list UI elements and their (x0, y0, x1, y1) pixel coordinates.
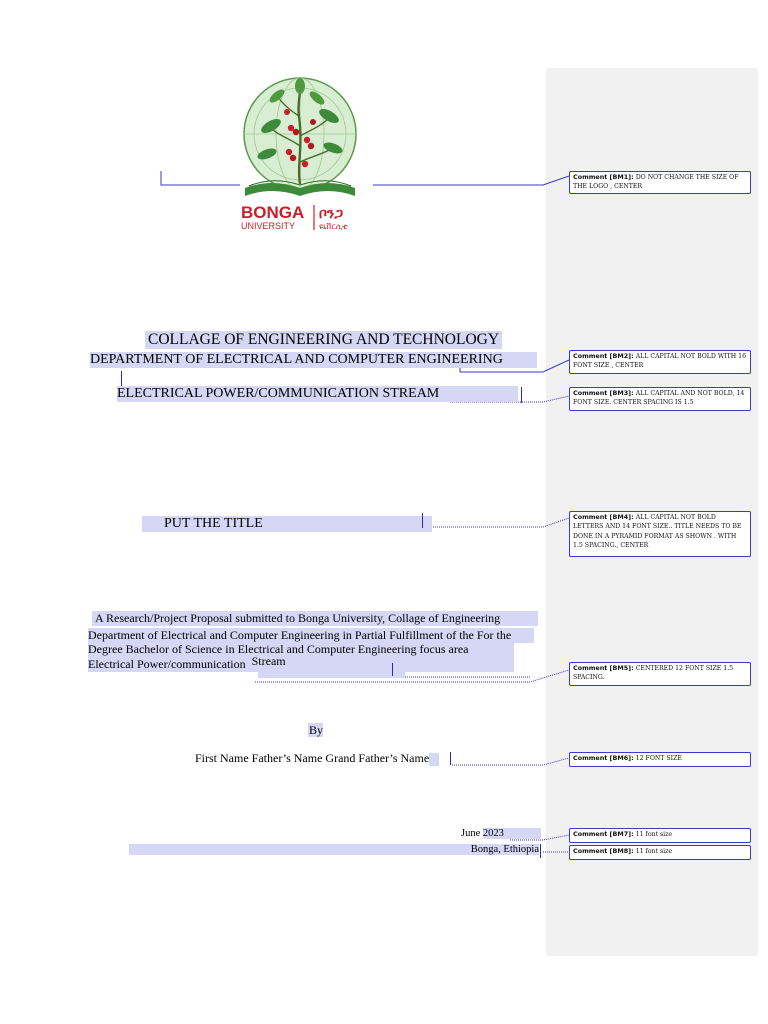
comment-bm8[interactable]: Comment [BM8]: 11 font size (569, 845, 751, 860)
thesis-title: PUT THE TITLE (142, 516, 432, 532)
highlight-block (258, 672, 405, 678)
text-cursor (450, 752, 451, 765)
text-cursor (422, 513, 423, 528)
comment-bm1[interactable]: Comment [BM1]: DO NOT CHANGE THE SIZE OF THE LOGO , CENTER (569, 171, 751, 194)
submission-place: Bonga, Ethiopia (129, 844, 539, 855)
proposal-line-4 (88, 654, 514, 672)
comment-bm5[interactable]: Comment [BM5]: CENTERED 12 FONT SIZE 1.5 SPACING. (569, 662, 751, 686)
proposal-line-2: Department of Electrical and Computer Engineering in Partial Fulfillment of the For the (88, 628, 534, 643)
author-names: First Name Father’s Name Grand Father’s Name (195, 751, 439, 766)
college-heading: COLLAGE OF ENGINEERING AND TECHNOLOGY (145, 331, 502, 349)
proposal-line-4-stream: Stream (251, 654, 286, 668)
university-logo (227, 76, 373, 234)
by-label: By (309, 723, 324, 737)
logo-university-name: BONGA (241, 203, 305, 222)
department-heading: DEPARTMENT OF ELECTRICAL AND COMPUTER ENGINEERING (90, 352, 537, 368)
logo-university-subtitle: UNIVERSITY (241, 221, 296, 231)
proposal-line-1: A Research/Project Proposal submitted to Bonga University, Collage of Engineering (92, 611, 538, 626)
comment-bm2[interactable]: Comment [BM2]: ALL CAPITAL NOT BOLD WITH 16 FONT SIZE , CENTER (569, 350, 751, 374)
comment-bm4[interactable]: Comment [BM4]: ALL CAPITAL NOT BOLD LETTERS AND 14 FONT SIZE.. TITLE NEEDS TO BE DONE IN A PYRAMID FORMAT AS SHOWN . WITH 1.5 SPACING., CENTER (569, 511, 751, 557)
text-cursor (521, 387, 522, 403)
text-cursor (540, 844, 541, 858)
text-cursor (392, 663, 393, 676)
comment-bm7[interactable]: Comment [BM7]: 11 font size (569, 828, 751, 843)
stream-heading: ELECTRICAL POWER/COMMUNICATION STREAM (117, 386, 518, 402)
comment-bm3[interactable]: Comment [BM3]: ALL CAPITAL AND NOT BOLD, 14 FONT SIZE. CENTER SPACING IS 1.5 (569, 387, 751, 411)
proposal-line-4-text: Electrical Power/communication (88, 657, 246, 671)
logo-amharic-subtitle: ዩኒቨርሲቲ (319, 222, 348, 231)
submission-date: June 2023 (461, 828, 541, 839)
proposal-line-3: Degree Bachelor of Science in Electrical and Computer Engineering focus area (88, 642, 514, 657)
text-cursor (121, 371, 122, 386)
logo-amharic-name: ቦንጋ (319, 206, 343, 222)
comment-bm6[interactable]: Comment [BM6]: 12 FONT SIZE (569, 752, 751, 767)
